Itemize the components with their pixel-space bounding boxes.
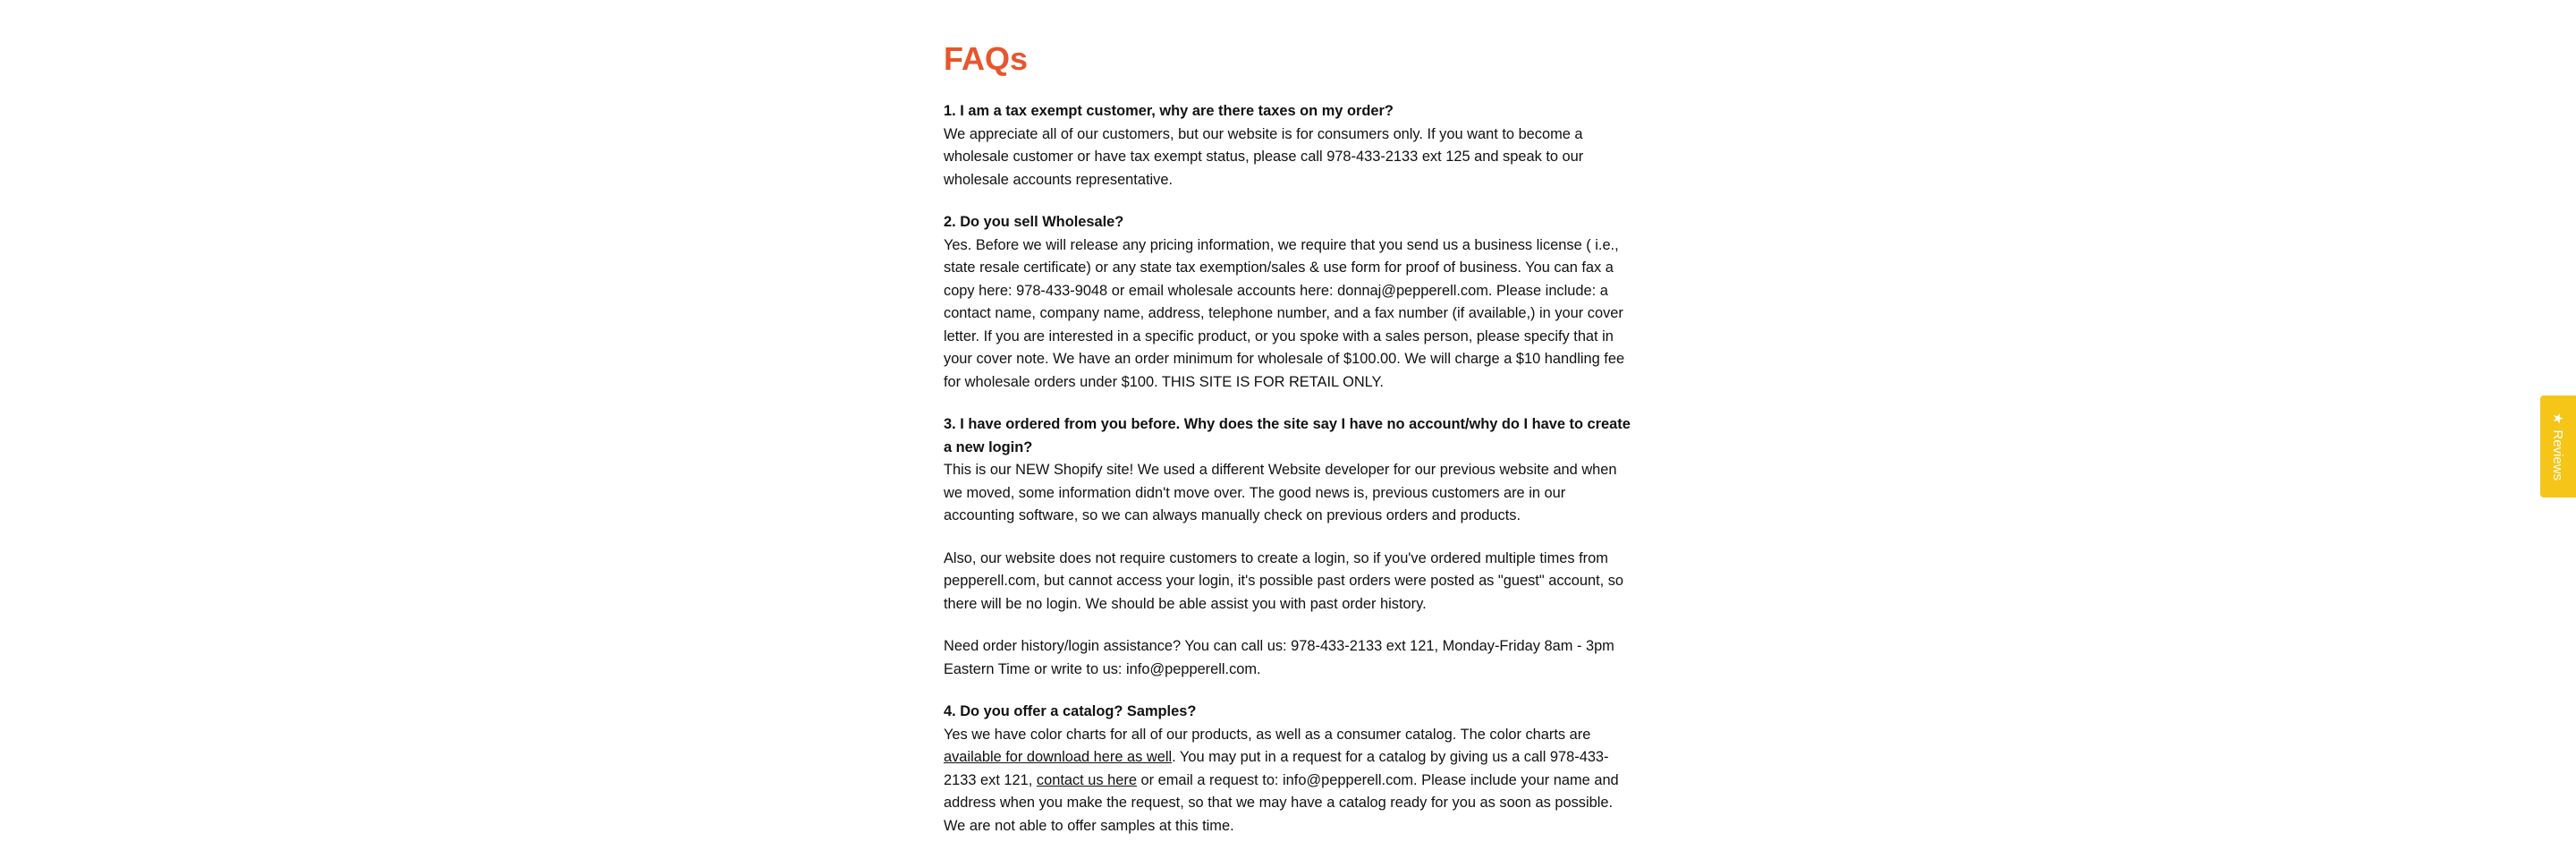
contact-us-link[interactable]: contact us here [1036,771,1137,788]
faq-question: 4. Do you offer a catalog? Samples? [944,703,1197,719]
reviews-tab-label: Reviews [2550,430,2566,481]
faq-item-1 [944,100,1632,191]
answer-text: or email a request to: info@pepperell.com. Please include your name and address when you make the request, so that we may have a catalog ready for you as soon as possible. We are not able to offer samples at this time. [944,771,1619,834]
faq-item-3 [944,413,1632,681]
faq-question: 1. I am a tax exempt customer, why are there taxes on my order? [944,103,1394,119]
faq-question: 3. I have ordered from you before. Why does the site say I have no account/why do I have to create a new login? [944,416,1631,455]
reviews-tab-inner [2550,412,2566,481]
faq-answer: This is our NEW Shopify site! We used a different Website developer for our previous website and when we moved, some information didn't move over. The good news is, previous customers are in our accounting software, so we can always manually check on previous orders and products. [944,462,1617,523]
star-icon: ★ [2550,412,2566,425]
answer-text: . You may put in a request for a catalog by giving us a call 978-433-2133 ext 121, [944,749,1609,788]
faq-item-4 [944,701,1632,838]
faq-question: 2. Do you sell Wholesale? [944,214,1124,230]
faq-answer: We appreciate all of our customers, but our website is for consumers only. If you want to become a wholesale customer or have tax exempt status, please call 978-433-2133 ext 125 and speak to our wholesale accounts representative. [944,125,1584,188]
faq-answer [944,724,1632,838]
answer-text: Yes we have color charts for all of our products, as well as a consumer catalog. The color charts are [944,726,1591,743]
faq-answer: Yes. Before we will release any pricing information, we require that you send us a business license ( i.e., state resale certificate) or any state tax exemption/sales & use form for proof of business. You can fax a copy here: 978-433-9048 or email wholesale accounts here: donnaj@pepperell.com. Please include: a contact name, company name, address, telephone number, and a fax number (if available,) in your cover letter. If you are interested in a specific product, or you spoke with a sales person, please specify that in your cover note. We have an order minimum for wholesale of $100.00. We will charge a $10 handling fee for wholesale orders under $100. THIS SITE IS FOR RETAIL ONLY. [944,236,1625,390]
faq-answer: Also, our website does not require customers to create a login, so if you've ordered multiple times from pepperell.com, but cannot access your login, it's possible past orders were posted as "guest" account, so there will be no login. We should be able assist you with past order history. [944,549,1624,612]
reviews-tab-button[interactable] [2540,395,2576,498]
faq-item-2 [944,211,1632,394]
page-title: FAQs [944,40,1029,77]
download-color-charts-link[interactable]: available for download here as well [944,749,1173,765]
faq-answer: Need order history/login assistance? You can call us: 978-433-2133 ext 121, Monday-Friday 8am - 3pm Eastern Time or write to us: info@pepperell.com. [944,638,1614,677]
faq-content [944,38,1632,857]
